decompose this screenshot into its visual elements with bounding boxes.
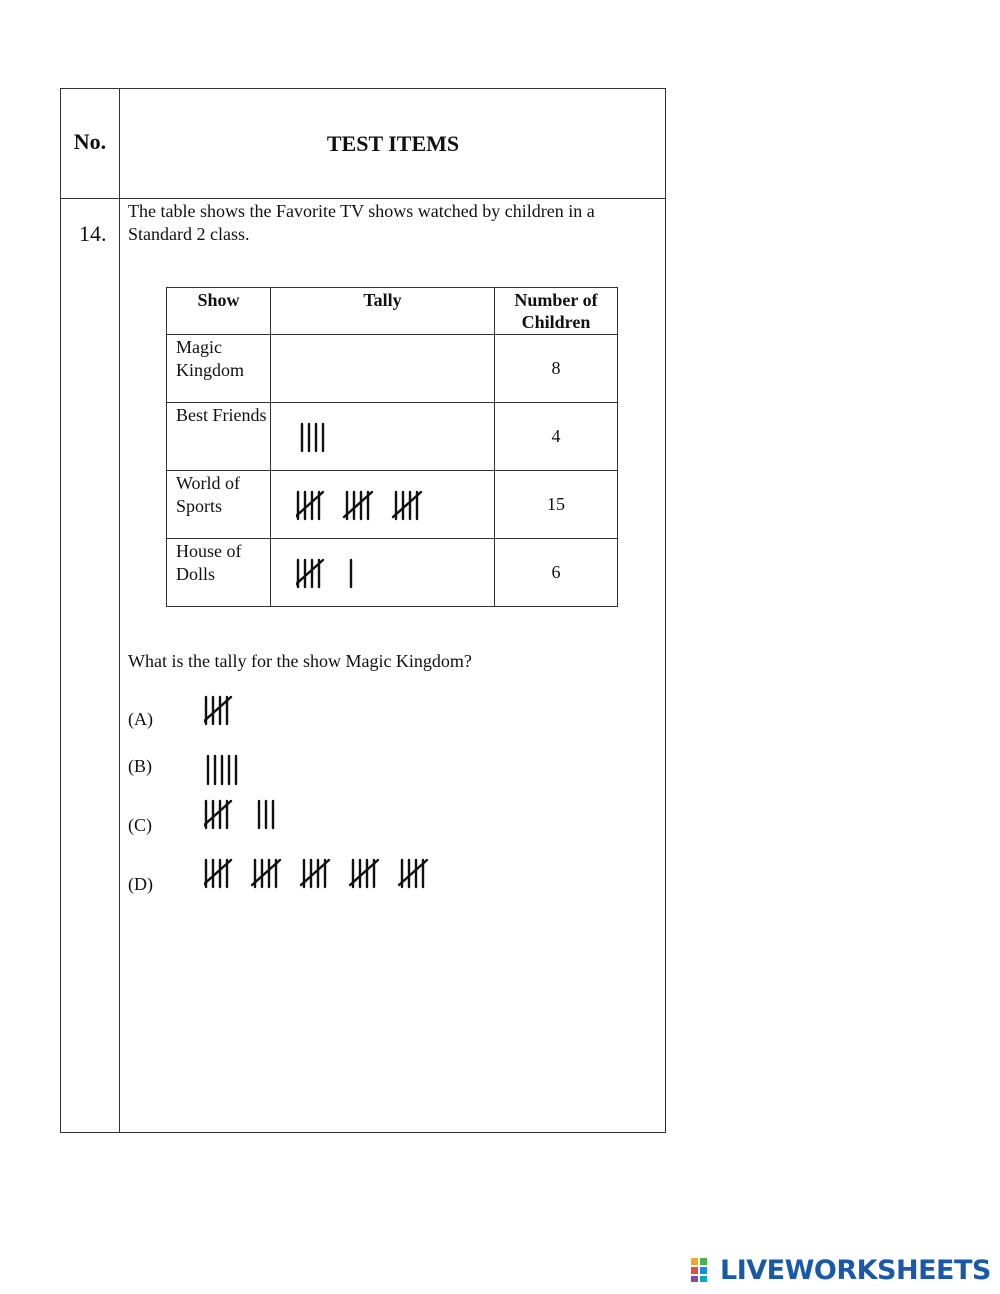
option-a-label[interactable]: (A) <box>128 709 153 729</box>
table-header-row <box>167 288 618 335</box>
header-divider <box>61 198 665 199</box>
header-no: No. <box>73 129 107 154</box>
show-name: Magic Kingdom <box>176 337 245 380</box>
table-row <box>167 539 618 607</box>
show-name: Best Friends <box>176 405 267 425</box>
liveworksheets-logo[interactable] <box>690 1255 991 1285</box>
header-number: Number of Children <box>495 288 618 335</box>
tally-marks <box>296 489 445 523</box>
brand-name: LIVEWORKSHEETS <box>720 1254 991 1286</box>
column-divider <box>119 89 120 1132</box>
tally-table <box>166 287 618 607</box>
children-count: 6 <box>495 539 618 607</box>
table-row <box>167 471 618 539</box>
option-b-tally[interactable] <box>206 754 243 788</box>
tally-marks <box>296 421 330 455</box>
children-count: 4 <box>495 403 618 471</box>
table-row <box>167 335 618 403</box>
header-title: TEST ITEMS <box>326 131 460 156</box>
question-number: 14. <box>79 221 107 246</box>
question-prompt: What is the tally for the show Magic Kingdom? <box>128 651 472 671</box>
header-tally: Tally <box>271 288 495 335</box>
show-name: House of Dolls <box>176 541 242 584</box>
show-name: World of Sports <box>176 473 241 516</box>
option-b-label[interactable]: (B) <box>128 756 152 776</box>
option-c-label[interactable]: (C) <box>128 815 152 835</box>
header-show: Show <box>167 288 271 335</box>
children-count: 8 <box>495 335 618 403</box>
option-d-label[interactable]: (D) <box>128 874 153 894</box>
test-item-frame <box>60 88 666 1133</box>
question-intro: The table shows the Favorite TV shows watched by children in a Standard 2 class. <box>128 201 595 244</box>
option-c-tally[interactable] <box>204 798 280 832</box>
tally-marks <box>296 353 298 387</box>
children-count: 15 <box>495 471 618 539</box>
option-d-tally[interactable] <box>204 857 451 891</box>
option-a-tally[interactable] <box>204 694 255 728</box>
tally-marks <box>296 557 358 591</box>
table-row <box>167 403 618 471</box>
liveworksheets-logo-icon <box>690 1257 716 1283</box>
